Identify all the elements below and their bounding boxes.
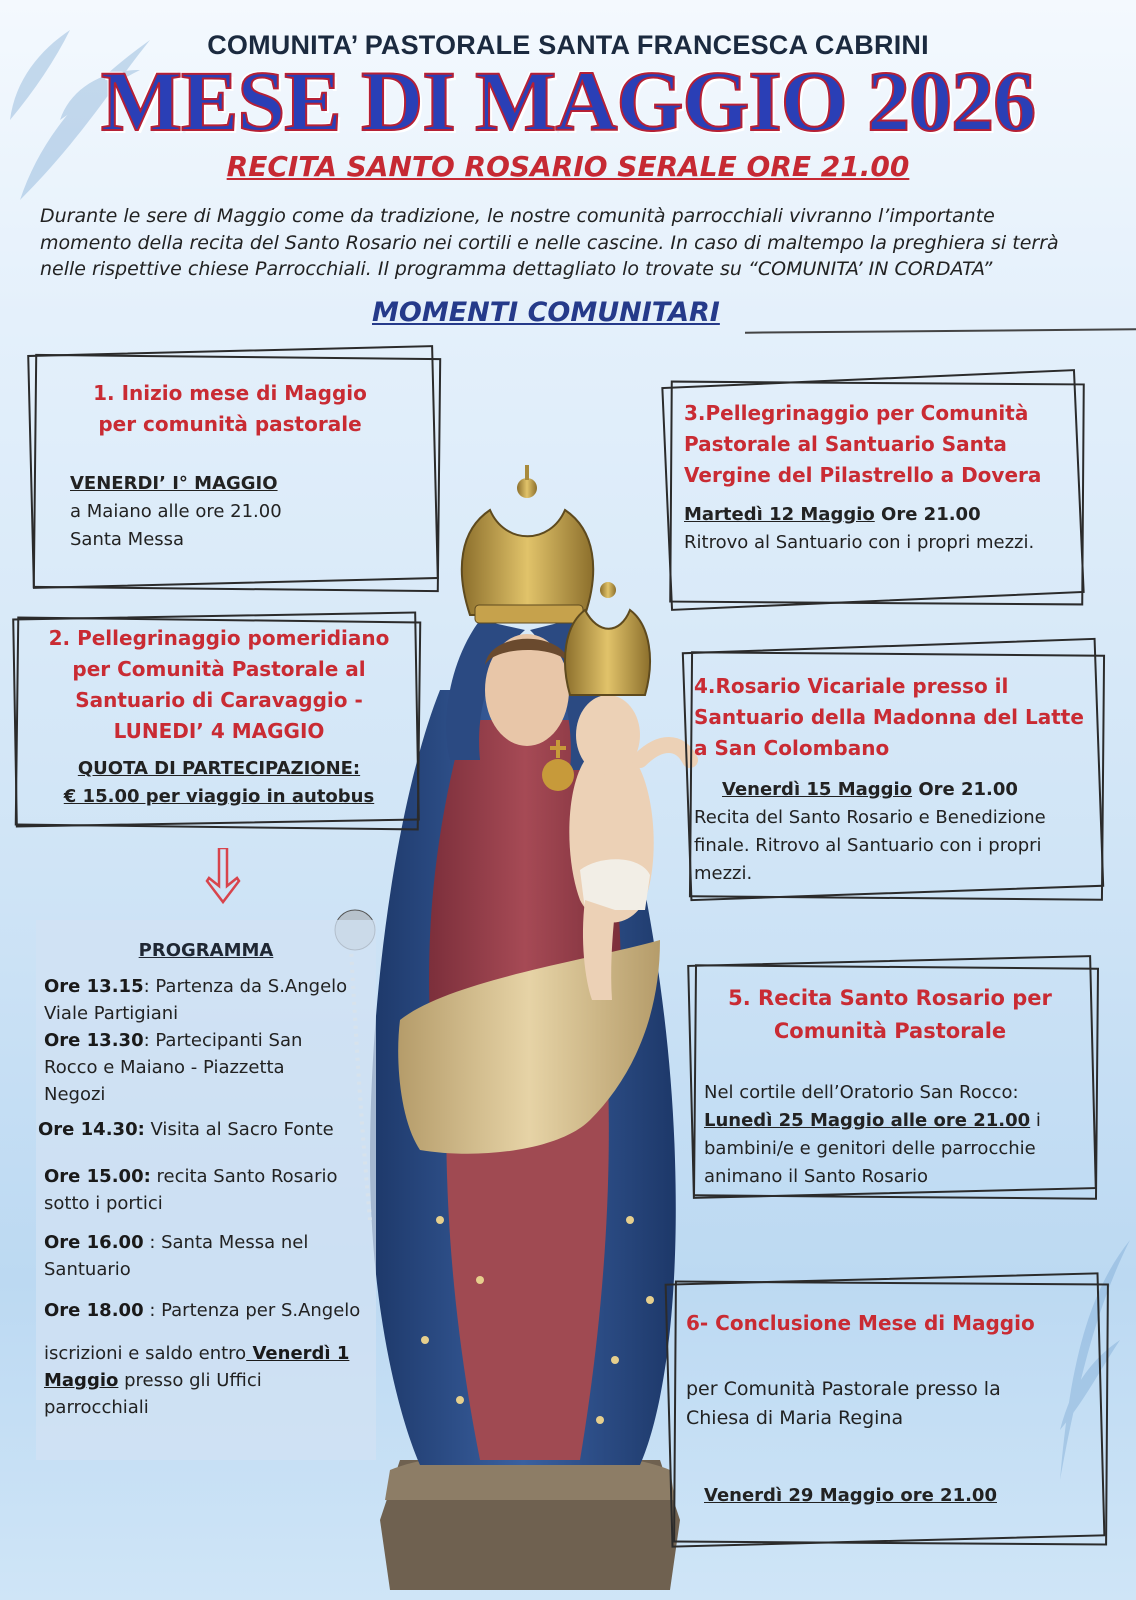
community-name: COMUNITA’ PASTORALE SANTA FRANCESCA CABRINI (207, 30, 929, 60)
event-3-time: Ore 21.00 (874, 504, 981, 525)
event-5-date: Lunedì 25 Maggio alle ore 21.00 (704, 1109, 1031, 1131)
event-6-box (668, 1268, 1113, 1548)
programma-time: Ore 13.15 (44, 976, 144, 997)
event-4-detail: mezzi. (694, 862, 753, 884)
event-4-detail: Recita del Santo Rosario e Benedizione (694, 806, 1046, 828)
programma-text: Viale Partigiani (44, 1003, 179, 1024)
event-1-title: 1. Inizio mese di Maggio (93, 381, 367, 405)
event-5-detail: bambini/e e genitori delle parrocchie (704, 1137, 1036, 1159)
event-4-time: Ore 21.00 (912, 779, 1018, 800)
programma-text: : Partenza per S.Angelo (143, 1300, 361, 1321)
signup-date: Maggio (44, 1370, 119, 1391)
event-4-title: 4.Rosario Vicariale presso il (694, 674, 1009, 698)
programma-panel (36, 920, 376, 1460)
programma-text: : Partenza da S.Angelo (143, 976, 348, 997)
event-4-title: Santuario della Madonna del Latte (694, 705, 1084, 729)
programma-text: : Santa Messa nel (143, 1232, 309, 1253)
programma-text: sotto i portici (44, 1193, 163, 1214)
programma-text: Visita al Sacro Fonte (144, 1119, 334, 1140)
programma-time: Ore 15.00: (44, 1166, 151, 1187)
programma-time: Ore 14.30: (38, 1119, 145, 1140)
programma-time: Ore 13.30 (44, 1030, 144, 1051)
event-5-box (690, 960, 1100, 1205)
event-5-title: Comunità Pastorale (773, 1018, 1007, 1043)
event-6-detail: per Comunità Pastorale presso la (686, 1378, 1001, 1400)
event-2-quota-value: € 15.00 per viaggio in autobus (63, 785, 375, 807)
section-divider (745, 328, 1136, 333)
event-3-box (666, 360, 1086, 615)
event-6-date: Venerdì 29 Maggio ore 21.00 (704, 1484, 997, 1506)
programma-time: Ore 18.00 (44, 1300, 144, 1321)
event-5-detail: animano il Santo Rosario (704, 1165, 929, 1187)
signup-date: Venerdì 1 (246, 1343, 350, 1364)
event-4-date: Venerdì 15 Maggio (722, 779, 913, 800)
event-6-title: 6- Conclusione Mese di Maggio (686, 1311, 1035, 1335)
intro-line: nelle rispettive chiese Parrocchiali. Il programma dettagliato lo trovate su “COMUNITA’ IN CORDATA” (40, 258, 993, 281)
event-3-title: 3.Pellegrinaggio per Comunità (684, 401, 1029, 425)
event-1-box (30, 350, 440, 595)
section-title: MOMENTI COMUNITARI (372, 297, 720, 328)
signup-text: parrocchiali (44, 1397, 149, 1418)
event-5-detail: i (1030, 1109, 1041, 1131)
page-title: MESE DI MAGGIO 2026 (100, 53, 1036, 149)
event-1-detail: Santa Messa (70, 528, 185, 550)
event-1-title: per comunità pastorale (98, 412, 362, 436)
signup-text: iscrizioni e saldo entro (44, 1343, 247, 1364)
event-2-quota-label: QUOTA DI PARTECIPAZIONE: (77, 758, 361, 779)
programma-text: Rocco e Maiano - Piazzetta (44, 1057, 285, 1078)
event-4-title: a San Colombano (694, 736, 890, 760)
event-3-detail: Ritrovo al Santuario con i propri mezzi. (684, 531, 1035, 553)
event-2-box (14, 615, 424, 830)
programma-text: recita Santo Rosario (150, 1166, 338, 1187)
event-4-box (686, 645, 1106, 910)
event-1-detail: a Maiano alle ore 21.00 (70, 500, 282, 522)
event-1-date: VENERDI’ I° MAGGIO (70, 473, 278, 494)
event-2-title: Santuario di Caravaggio - (75, 688, 363, 712)
event-5-detail: Nel cortile dell’Oratorio San Rocco: (704, 1082, 1019, 1104)
programma-text: Santuario (44, 1259, 131, 1280)
event-2-title: 2. Pellegrinaggio pomeridiano (48, 626, 390, 650)
event-3-title: Pastorale al Santuario Santa (684, 432, 1007, 456)
signup-text: presso gli Uffici (118, 1370, 262, 1391)
intro-text (40, 203, 1100, 283)
programma-text: Negozi (44, 1084, 106, 1105)
intro-line: momento della recita del Santo Rosario nei cortili e nelle cascine. In caso di maltempo la preghiera si terrà (40, 231, 1059, 254)
programma-text: : Partecipanti San (143, 1030, 303, 1051)
event-5-title: 5. Recita Santo Rosario per (728, 986, 1052, 1010)
subtitle: RECITA SANTO ROSARIO SERALE ORE 21.00 (226, 150, 910, 183)
down-arrow-icon (205, 848, 241, 906)
intro-line: Durante le sere di Maggio come da tradizione, le nostre comunità parrocchiali vivranno l’importante (40, 205, 995, 227)
event-2-title: per Comunità Pastorale al (72, 657, 366, 681)
event-2-title: LUNEDI’ 4 MAGGIO (113, 719, 325, 743)
event-4-detail: finale. Ritrovo al Santuario con i propri (694, 834, 1042, 856)
event-3-date: Martedì 12 Maggio (684, 504, 875, 525)
programma-heading: PROGRAMMA (138, 940, 274, 961)
event-3-title: Vergine del Pilastrello a Dovera (684, 463, 1042, 487)
event-6-detail: Chiesa di Maria Regina (686, 1407, 904, 1430)
programma-time: Ore 16.00 (44, 1232, 144, 1253)
